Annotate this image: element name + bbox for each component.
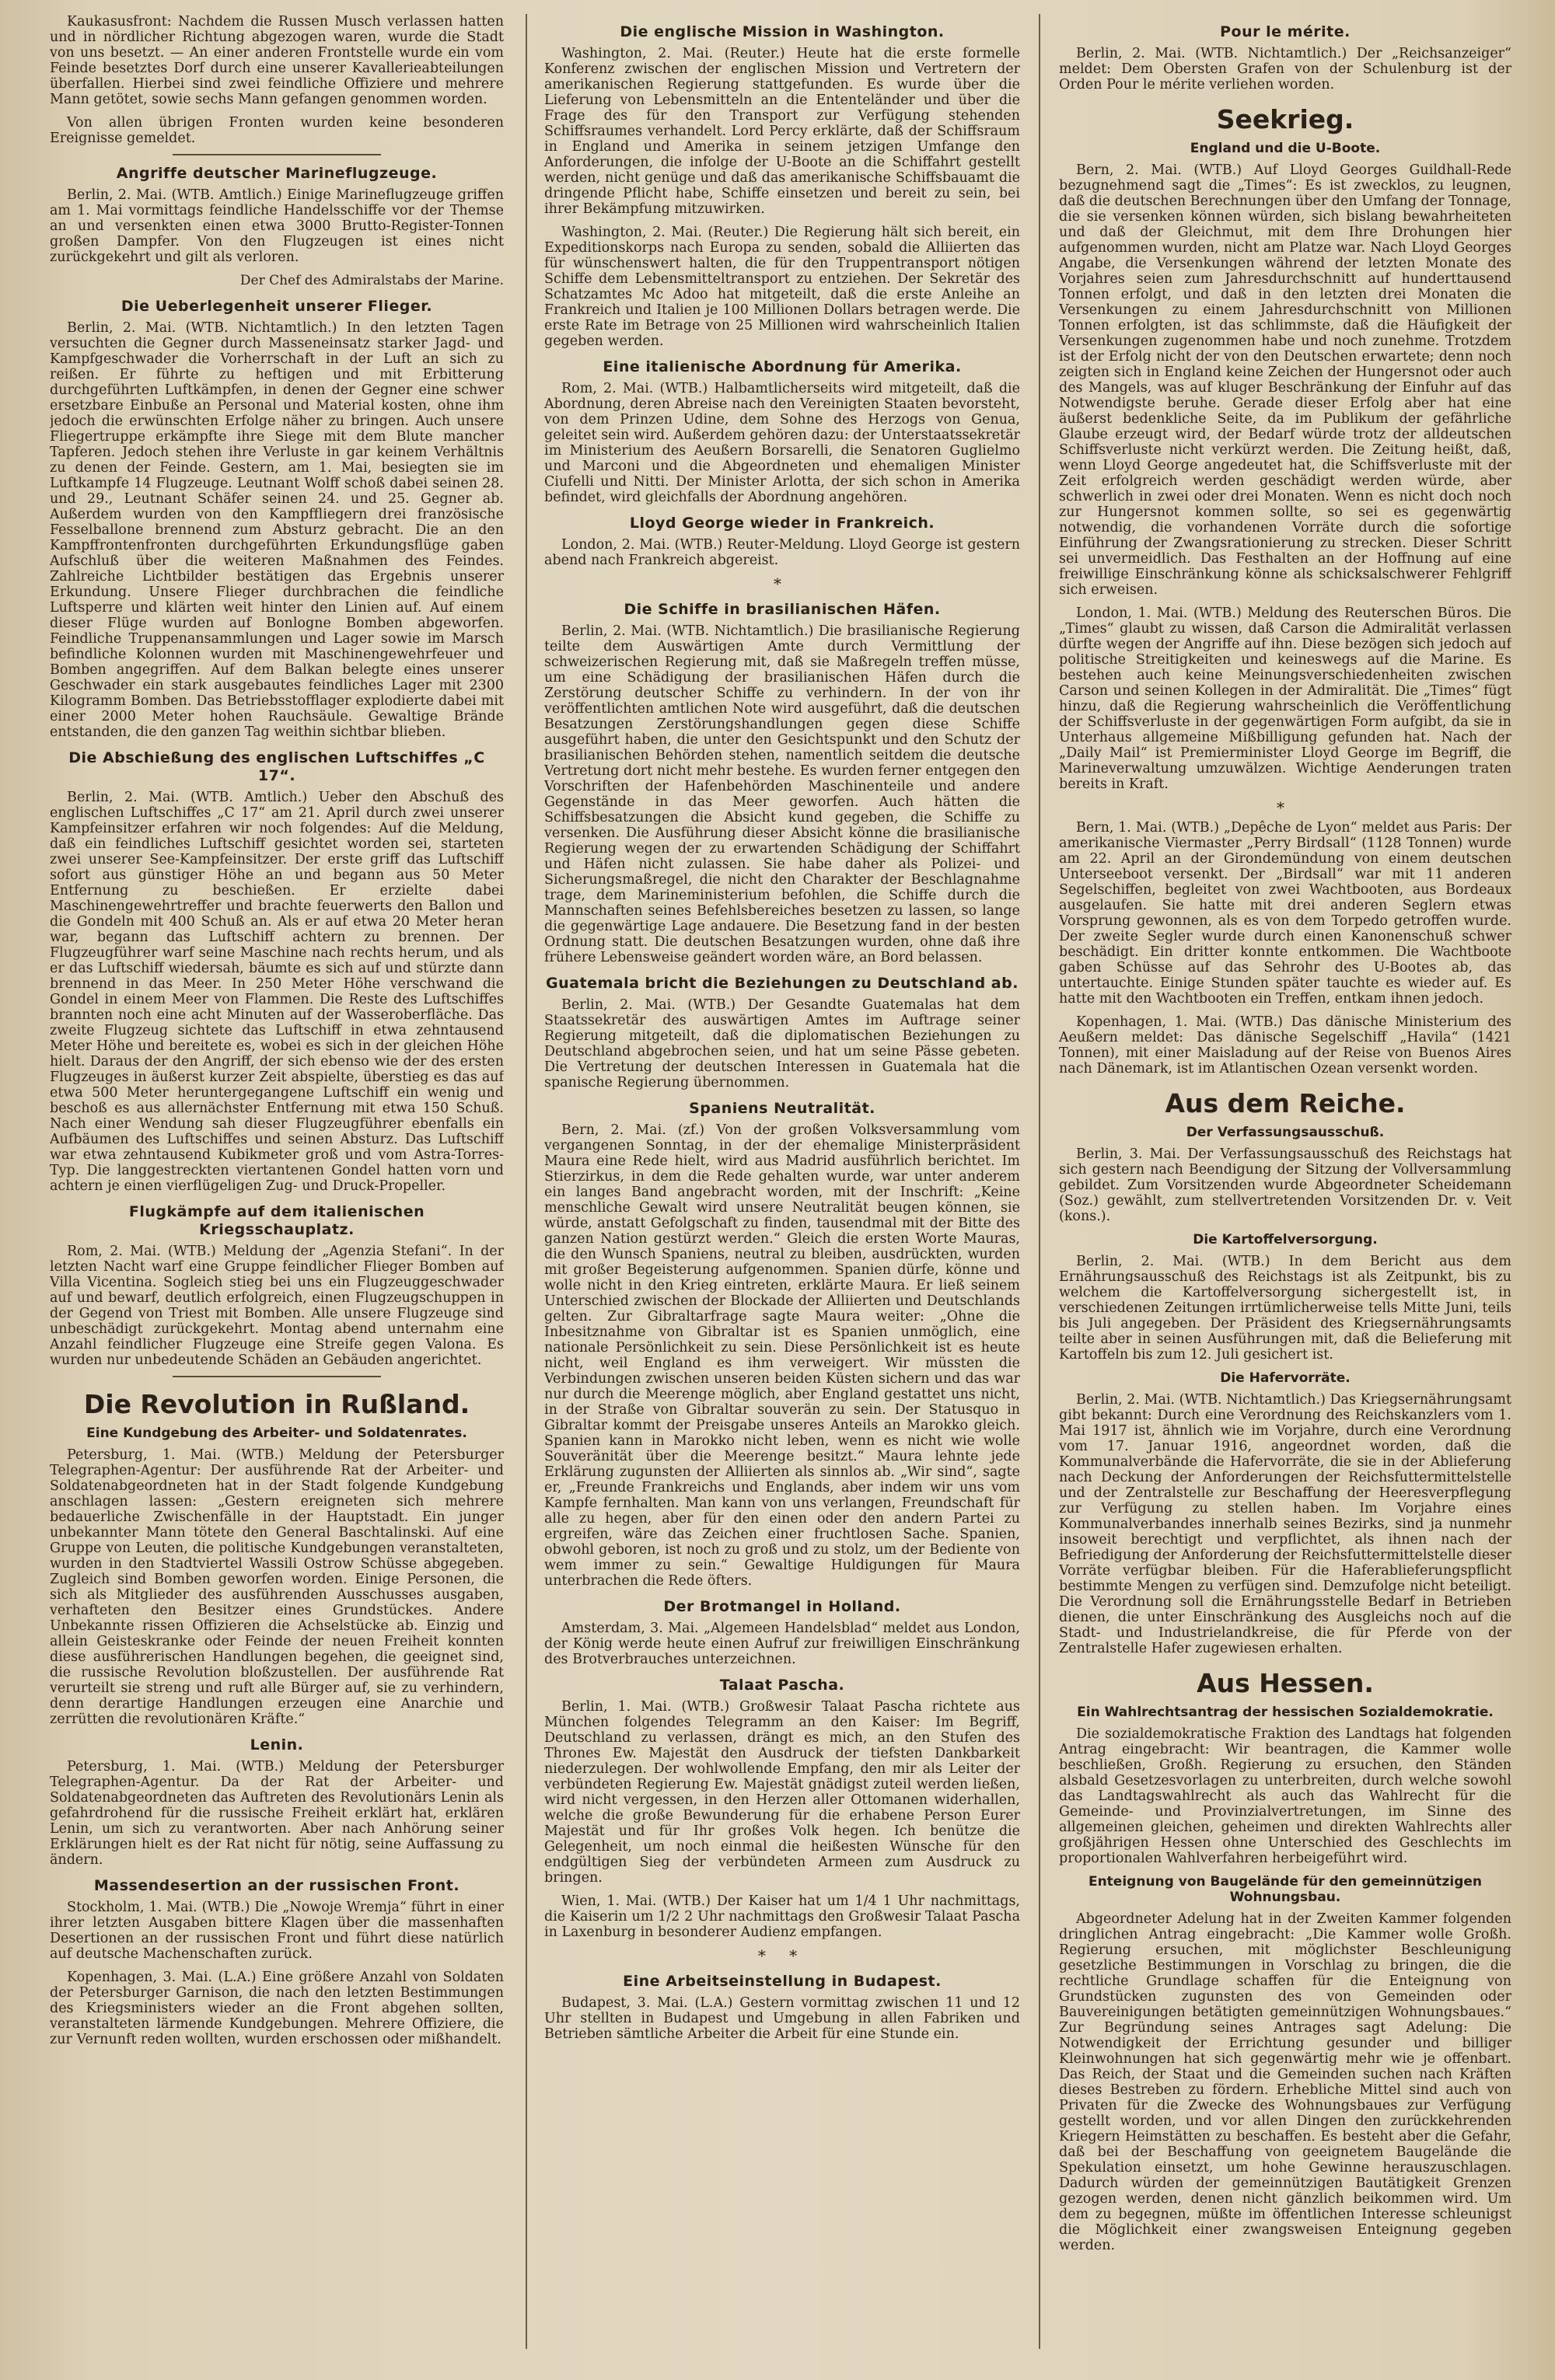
headline-c17: Die Abschießung des englischen Luftschiffes „C 17“. <box>68 749 485 784</box>
article-stockholm: Stockholm, 1. Mai. (WTB.) Die „Nowoje Wremja“ führt in einer ihrer letzten Ausgaben bittere Klagen über die massenhaften Desertionen an der russischen Front und führt diese natürlich auf deutsche Machenschaften zurück. <box>50 1900 504 1962</box>
section-seekrieg: Seekrieg. <box>1216 104 1354 134</box>
headline-ueberlegenheit: Die Ueberlegenheit unserer Flieger. <box>121 298 433 315</box>
article-uebrige-fronten: Von allen übrigen Fronten wurden keine besonderen Ereignisse gemeldet. <box>50 115 504 146</box>
article-lenin: Petersburg, 1. Mai. (WTB.) Meldung der Petersburger Telegraphen-Agentur. Da der Rat der Arbeiter- und Soldatenabgeordneten das Auftreten des Revolutionärs Lenin als gefahrdrohend für die russische Freiheit erklärt hat, erklären Lenin, um sich zu verantworten. Aber nach Anhörung seiner Erklärungen hielt es der Rat nicht für nötig, seine Auffassung zu ändern. <box>50 1759 504 1868</box>
article-budapest: Budapest, 3. Mai. (L.A.) Gestern vormittag zwischen 11 und 12 Uhr stellten in Budapest und Umgebung in allen Fabriken und Betrieben sämtliche Arbeiter die Arbeit für eine Stunde ein. <box>544 1995 1020 2042</box>
article-havila: Kopenhagen, 1. Mai. (WTB.) Das dänische Ministerium des Aeußern meldet: Das dänische Segelschiff „Havila“ (1421 Tonnen), mit einer Maisladung auf der Reise von Buenos Aires nach Dänemark, ist im Atlantischen Ozean versenkt worden. <box>1059 1014 1511 1077</box>
headline-verfassungsausschuss: Der Verfassungsausschuß. <box>1186 1125 1385 1140</box>
article-lloyd-george: London, 2. Mai. (WTB.) Reuter-Meldung. Lloyd George ist gestern abend nach Frankreich abgereist. <box>544 537 1020 568</box>
column-rule-left <box>526 14 527 2349</box>
section-revolution: Die Revolution in Rußland. <box>83 1389 470 1419</box>
headline-kundgebung: Eine Kundgebung des Arbeiter- und Soldatenrates. <box>86 1426 467 1441</box>
headline-washington: Die englische Mission in Washington. <box>620 23 945 40</box>
headline-brotmangel: Der Brotmangel in Holland. <box>663 1598 901 1615</box>
divider <box>173 154 382 155</box>
signature-admiralstab: Der Chef des Admiralstabs der Marine. <box>239 273 504 288</box>
headline-lloyd-george: Lloyd George wieder in Frankreich. <box>629 515 935 532</box>
headline-guatemala: Guatemala bricht die Beziehungen zu Deutschland ab. <box>546 975 1019 992</box>
article-verfassungsausschuss: Berlin, 3. Mai. Der Verfassungsausschuß des Reichstags hat sich gestern nach Beendigung der Sitzung der Vollversammlung gebildet. Zum Vorsitzenden wurde Abgeordneter Scheidemann (Soz.) gewählt, zum stellvertretenden Vorsitzenden Dr. v. Veit (kons.). <box>1059 1146 1511 1224</box>
headline-italien: Flugkämpfe auf dem italienischen Kriegsschauplatz. <box>128 1203 425 1238</box>
headline-england-uboote: England und die U-Boote. <box>1190 141 1381 156</box>
column-rule-right <box>1039 14 1040 2349</box>
section-aus-dem-reiche: Aus dem Reiche. <box>1165 1088 1406 1118</box>
headline-massendesertion: Massendesertion an der russischen Front. <box>93 1877 460 1894</box>
article-spanien: Bern, 2. Mai. (zf.) Von der großen Volksversammlung vom vergangenen Sonntag, in der der ehemalige Ministerpräsident Maura eine Rede hielt, wird aus Madrid ausführlich berichtet. Im Stierzirkus, in dem die Rede gehalten wurde, war unter anderem ein langes Band angebracht worden, mit der Inschrift: „Keine menschliche Gewalt wird unsere Neutralität beugen können, sie würde, anstatt Gefolgschaft zu finden, tausendmal mit der Bitte des ganzen Nation gestürzt werden.“ Gleich die ersten Worte Mauras, die den Wunsch Spaniens, neutral zu bleiben, ausdrückten, wurden mit großer Begeisterung aufgenommen. Spanien dürfe, könne und wolle nicht in den Krieg eintreten, erklärte Maura. Er ließ seinem Unterschied zwischen der Blockade der Alliierten und Deutschlands gelten. Zur Gibraltarfrage sagte Maura weiter: „Ohne die Inbesitznahme von Gibraltar ist es Spanien unmöglich, eine nationale Persönlichkeit zu sein. Diese Persönlichkeit ist es heute nicht, weil England es ihm verweigert. Wir müssten die Verbindungen zwischen unseren beiden Küsten sichern und das war nur durch die Meerenge möglich, aber England gestattet uns nicht, in der Straße von Gibraltar souverän zu sein. Der Statusquo in Gibraltar kommt der Preisgabe unseres Anteils an Marokko gleich. Spanien kann in Marokko nicht leben, wenn es nicht wie wolle Souveränität über die Meerenge besitzt.“ Maura lehnte jede Erklärung zugunsten der Alliierten als sinnlos ab. „Wir sind“, sagte er, „Freunde Frankreichs und Englands, aber indem wir uns vom Kampfe fernhalten. Man kann von uns verlangen, Freundschaft für alle zu hegen, aber für den einen oder den andern Partei zu ergreifen, wäre das Zeichen einer fruchtlosen Sache. Spanien, obwohl geboren, ist noch zu groß und zu stolz, um der Bediente von wem immer zu sein.“ Gewaltige Huldigungen für Maura unterbrachen die Rede öfters. <box>544 1122 1020 1589</box>
article-italien: Rom, 2. Mai. (WTB.) Meldung der „Agenzia Stefani“. In der letzten Nacht warf eine Gruppe feindlicher Flieger Bomben auf Villa Vicentina. Sogleich stieg bei uns ein Flugzeuggeschwader auf und bewarf, deutlich erfolgreich, einen Flugzeugschuppen in der Gegend von Triest mit Bomben. Alle unsere Flugzeuge sind unbeschädigt zurückgekehrt. Montag abend unternahm eine Anzahl feindlicher Flugzeuge eine Streife gegen Valona. Es wurden nur unbedeutende Schäden an Gebäuden angerichtet. <box>50 1244 504 1368</box>
article-bern-times: Bern, 2. Mai. (WTB.) Auf Lloyd Georges Guildhall-Rede bezugnehmend sagt die „Times“: Es ist zwecklos, zu leugnen, daß die deutschen Berechnungen über den Umfang der Tonnage, die sie versenken können würden, sich bislang bewahrheiteten und daß der Gleichmut, mit dem Ihre Drohungen hier aufgenommen wurden, nicht am Platze war. Nach Lloyd Georges Angabe, die Versenkungen während der letzten Monate des Vorjahres seien zum Jahresdurchschnitt auf hunderttausend Tonnen erfolgt, und daß in den letzten drei Monaten die Versenkungen zu einem Jahresdurchschnitt von Millionen Tonnen erfolgten, ist das schlimmste, daß die Häufigkeit der Versenkungen zugenommen habe und noch zunehme. Trotzdem ist der Erfolg nicht der von den Deutschen erwartete; denn noch zeigten sich in England keine Zeichen der Hungersnot oder auch des Mangels, was auf kluger Beschränkung der Einfuhr auf das Notwendigste beruhe. Gerade dieser Erfolg aber hat eine äußerst bedenkliche Seite, da im Publikum der gefährliche Glaube erzeugt wird, der Bedarf würde trotz der alldeutschen Schiffsverluste nicht verkürzt werden. Die Zeitung heißt, daß, wenn Lloyd George angedeutet hat, die Schiffsverluste mit der Zeit erfolgreich werden geschädigt werden würde, aber schwerlich in zwei oder drei Monaten. Wenn es nicht doch noch zur Hungersnot kommen sollte, so sei es gegenwärtig notwendig, die vorhandenen Vorräte durch die sofortige Einführung der Zwangsrationierung zu strecken. Dieser Schritt sei unvermeidlich. Das Festhalten an der Hoffnung auf eine freiwillige Einschränkung könne als schicksalschwerer Fehlgriff sich erweisen. <box>1059 162 1511 598</box>
article-wien: Wien, 1. Mai. (WTB.) Der Kaiser hat um 1/4 1 Uhr nachmittags, die Kaiserin um 1/2 2 Uhr nachmittags den Großwesir Talaat Pascha in Laxenburg in besonderer Audienz empfangen. <box>544 1893 1020 1940</box>
article-guatemala: Berlin, 2. Mai. (WTB.) Der Gesandte Guatemalas hat dem Staatssekretär des auswärtigen Amtes im Auftrage seiner Regierung mitgeteilt, daß die diplomatischen Beziehungen zu Deutschland abgebrochen seien, und hat um seine Pässe gebeten. Die Vertretung der deutschen Interessen in Guatemala hat die spanische Regierung übernommen. <box>544 997 1020 1091</box>
article-enteignung: Abgeordneter Adelung hat in der Zweiten Kammer folgenden dringlichen Antrag eingebracht: „Die Kammer wolle Großh. Regierung ersuchen, mit möglichster Beschleunigung gesetzliche Bestimmungen in Vorschlag zu bringen, die die rechtliche Grundlage schaffen für die Enteignung von Grundstücken zugunsten des von Gemeinden oder Bauvereinigungen betätigten gemeinnützigen Wohnungsbaues.“ Zur Begründung seines Antrages sagt Adelung: Die Notwendigkeit der Errichtung gesunder und billiger Kleinwohnungen hat sich gegenwärtig mehr wie je offenbart. Das Reich, der Staat und die Gemeinden suchen nach Kräften dieses Bestreben zu fördern. Erhebliche Mittel sind auch von Privaten für die Zwecke des Wohnungsbaues zur Verfügung gestellt worden, und vor allen Dingen den zurückkehrenden Kriegern Heimstätten zu beschaffen. Es besteht aber die Gefahr, daß bei der Beschaffung von geeignetem Baugelände die Spekulation einsetzt, um hohe Gewinne herauszuschlagen. Dadurch würden der gemeinnützigen Bautätigkeit Grenzen gezogen werden, denen nicht gänzlich beikommen wird. Um dem zu begegnen, müßte im öffentlichen Interesse schleunigst die Möglichkeit einer zwangsweisen Enteignung gegeben werden. <box>1059 1911 1511 2253</box>
article-talaat: Berlin, 1. Mai. (WTB.) Großwesir Talaat Pascha richtete aus München folgendes Telegramm an den Kaiser: Im Begriff, Deutschland zu verlassen, drängt es mich, an den Stufen des Thrones Ew. Majestät den Ausdruck der tiefsten Dankbarkeit niederzulegen. Der wohlwollende Empfang, den mir als Leiter der verbündeten Regierung Ew. Majestät gnädigst zuteil werden ließen, wird nicht vergessen, in den Herzen aller Ottomanen widerhallen, welche die große Bewunderung für die erhabene Person Eurer Majestät und für Ihr großes Volk hegen. Ich benütze die Gelegenheit, um noch einmal die heißesten Wünsche für den endgültigen Sieg der verbündeten Armeen zum Ausdruck zu bringen. <box>544 1699 1020 1886</box>
article-ueberlegenheit: Berlin, 2. Mai. (WTB. Nichtamtlich.) In den letzten Tagen versuchten die Gegner durch Masseneinsatz starker Jagd- und Kampfgeschwader die Vorherrschaft in der Luft an sich zu reißen. Er führte zu heftigen und mit Erbitterung durchgeführten Luftkämpfen, in denen der Gegner eine schwer ersetzbare Einbuße an Personal und Material kosten, ohne ihm jedoch die erwünschten Erfolge näher zu bringen. Auch unsere Fliegertruppe erkämpfte ihre Siege mit dem Blute mancher Tapferen. Jedoch stehen ihre Verluste in gar keinem Verhältnis zu denen der Feinde. Gestern, am 1. Mai, besiegten sie im Luftkampfe 14 Flugzeuge. Leutnant Wolff schoß dabei seinen 28. und 29., Leutnant Schäfer seinen 24. und 25. Gegner ab. Außerdem wurden von den Kampffliegern drei französische Fesselballone brennend zum Absturz gebracht. Die an den Kampffrontenfronten durchgeführten Erkundungsflüge gaben Aufschluß über die weiteren Maßnahmen des Feindes. Zahlreiche Lichtbilder bestätigen das Ergebnis unserer Erkundung. Unsere Flieger durchbrachen die feindliche Luftsperre und klärten weit hinter den Linien auf. Auf einem dieser Flüge wurden auf Bonlogne Bomben abgeworfen. Feindliche Truppenansammlungen und Lager sowie im Marsch befindliche Kolonnen wurden mit Maschinengewehrfeuer und Bomben angegriffen. Auf dem Balkan belegte eines unserer Geschwader ein stark ausgebautes feindliches Lager mit 2300 Kilogramm Bomben. Das Betriebsstofflager explodierte dabei mit einer 2000 Meter hohen Rauchsäule. Gewaltige Brände entstanden, die den ganzen Tag weithin sichtbar blieben. <box>50 320 504 740</box>
article-kaukasus: Kaukasusfront: Nachdem die Russen Musch verlassen hatten und in nördlicher Richtung abgezogen waren, wurde die Stadt von uns besetzt. — An einer anderen Frontstelle wurde ein vom Feinde besetztes Dorf durch eine unserer Kavallerieabteilungen überfallen. Hierbei sind zwei feindliche Offiziere und mehrere Mann getötet, sowie sechs Mann gefangen genommen worden. <box>50 14 504 107</box>
headline-talaat: Talaat Pascha. <box>719 1677 845 1694</box>
headline-lenin: Lenin. <box>250 1736 304 1754</box>
headline-budapest: Eine Arbeitseinstellung in Budapest. <box>623 1973 942 1990</box>
article-washington-1: Washington, 2. Mai. (Reuter.) Heute hat die erste formelle Konferenz zwischen der englischen Mission und Vertretern der amerikanischen Regierung stattgefunden. Es wurde über die Lieferung von Lebensmitteln an die Ententeländer und über die Frage des für den Transport zur Verfügung stehenden Schiffsraumes verhandelt. Lord Percy erklärte, daß der Schiffsraum in England und Amerika in seinem jetzigen Umfange den Anforderungen, die infolge der U-Boote an die Schiffahrt gestellt werden, nicht genüge und daß das amerikanische Schiffsbauamt die dringende Pflicht habe, Schiffe einsetzen und bereit zu sein, bei ihrer Bekämpfung mitzuwirken. <box>544 46 1020 217</box>
headline-italienische-abordnung: Eine italienische Abordnung für Amerika. <box>603 358 962 375</box>
column-middle <box>544 14 1020 2357</box>
article-pour-le-merite: Berlin, 2. Mai. (WTB. Nichtamtlich.) Der „Reichsanzeiger“ meldet: Dem Obersten Grafen von der Schulenburg ist der Orden Pour le mérite verliehen worden. <box>1059 46 1511 92</box>
divider <box>173 1376 382 1377</box>
article-brasilianische-haefen: Berlin, 2. Mai. (WTB. Nichtamtlich.) Die brasilianische Regierung teilte dem Auswärtigen Amte durch Vermittlung der schweizerischen Regierung mit, daß sie Maßregeln treffen müsse, um eine Schädigung der brasilianischen Häfen durch die Zerstörung deutscher Schiffe zu verhindern. In der von ihr veröffentlichten amtlichen Note wird ausgeführt, daß die deutschen Besatzungen Zerstörungshandlungen gegen diese Schiffe ausgeführt haben, die unter den Gesichtspunkt und den Schutz der brasilianischen Behörden stehen, namentlich seitdem die deutsche Vertretung dort nicht mehr bestehe. Es wurden ferner entgegen den Vorschriften der Hafenbehörden Maschinenteile und andere Gegenstände in das Meer geworfen. Auch hätten die Schiffsbesatzungen die Absicht kund gegeben, die Schiffe zu versenken. Die Ausführung dieser Absicht könne die brasilianische Regierung wegen der zu erwartenden Schädigung der Schiffahrt und Häfen nicht zulassen. Sie habe daher als Polizei- und Sicherungsmaßregel, die nicht den Charakter der Beschlagnahme trage, dem Marineministerium befohlen, die Schiffe durch die Mannschaften seines Befehlsbereiches besetzen zu lassen, so lange die gegenwärtige Lage andauere. Die Besetzung fand in der besten Ordnung statt. Die deutschen Besatzungen wurden, ohne daß ihre frühere Lebensweise geändert worden wäre, an Bord belassen. <box>544 623 1020 965</box>
headline-kartoffelversorgung: Die Kartoffelversorgung. <box>1193 1232 1378 1248</box>
article-hafervorraete: Berlin, 2. Mai. (WTB. Nichtamtlich.) Das Kriegsernährungsamt gibt bekannt: Durch eine Verordnung des Reichskanzlers vom 1. Mai 1917 ist, ähnlich wie im Vorjahre, durch eine Verordnung vom 17. Januar 1916, angeordnet worden, daß die Kommunalverbände die Hafervorräte, die sie in der Ablieferung nach Deckung der Anforderungen der Reichsfuttermittelstelle und der Zentralstelle zur Beschaffung der Heeresverpflegung zur Verfügung zu stellen haben. Im Vorjahre eines Kommunalverbandes innerhalb seines Bezirks, sind ja nunmehr insoweit berechtigt und verpflichtet, als ihnen nach der Befriedigung der Anforderung der Reichsfuttermittelstelle dieser Vorräte verfügbar bleiben. Für die Haferablieferungspflicht bestimmte Mengen zu verfügen sind. Demzufolge nicht beteiligt. Die Verordnung soll die Ernährungsstelle Bedarf in Betrieben dienen, die unter Einschränkung des Ausgleichs noch auf die Stadt- und Industrielandkreise, die für Pferde von der Zentralstelle Hafer zugewiesen erhalten. <box>1059 1392 1511 1656</box>
article-marineflugzeuge: Berlin, 2. Mai. (WTB. Amtlich.) Einige Marineflugzeuge griffen am 1. Mai vormittags feindliche Handelsschiffe vor der Themse an und versenkten einen etwa 3000 Brutto-Register-Tonnen großen Dampfer. Von den Flugzeugen ist eines nicht zurückgekehrt und gilt als verloren. <box>50 187 504 265</box>
headline-enteignung: Enteignung von Baugelände für den gemeinnützigen Wohnungsbau. <box>1088 1874 1483 1905</box>
article-washington-2: Washington, 2. Mai. (Reuter.) Die Regierung hält sich bereit, ein Expeditionskorps nach Europa zu senden, sobald die Alliierten das für wünschenswert halten, die für den Truppentransport nötigen Schiffe dem Lebensmitteltransport zu entziehen. Der Sekretär des Schatzamtes Mc Adoo hat mitgeteilt, daß die erste Anleihe an Frankreich und Italien je 100 Millionen Dollars betragen werde. Die erste Rate im Betrage von 25 Millionen wird wahrscheinlich Italien gegeben werden. <box>544 225 1020 349</box>
separator-stars: * * <box>757 1946 807 1965</box>
column-left <box>50 14 504 2357</box>
article-perry-birdsall: Bern, 1. Mai. (WTB.) „Depêche de Lyon“ meldet aus Paris: Der amerikanische Viermaster „Perry Birdsall“ (1128 Tonnen) wurde am 22. April an der Girondemündung von einem deutschen Unterseeboot versenkt. Der „Birdsall“ war mit 11 anderen Segelschiffen, begleitet von zwei Wachtbooten, aus Bordeaux ausgelaufen. Sie hatte mit drei anderen Seglern etwas Vorsprung gewonnen, als es von dem Torpedo getroffen wurde. Der zweite Segler wurde durch einen Kanonenschuß schwer beschädigt. Ein dritter konnte entkommen. Die Wachtboote gaben Schüsse auf das Sehrohr des U-Bootes ab, das untertauchte. Einige Stunden später tauchte es wieder auf. Es hatte mit den Wachtbooten ein Treffen, entkam ihnen jedoch. <box>1059 820 1511 1007</box>
headline-pour-le-merite: Pour le mérite. <box>1220 23 1351 40</box>
headline-spanien: Spaniens Neutralität. <box>689 1100 875 1117</box>
headline-brasilianische-haefen: Die Schiffe in brasilianischen Häfen. <box>624 601 941 618</box>
article-wahlrechtsantrag: Die sozialdemokratische Fraktion des Landtags hat folgenden Antrag eingebracht: Wir beantragen, die Kammer wolle beschließen, Großh. Regierung zu ersuchen, den Ständen alsbald Gesetzesvorlagen zu unterbreiten, durch welche sowohl das Landtagswahlrecht als auch das Wahlrecht für die Gemeinde- und Provinzialvertretungen, im Sinne des allgemeinen gleichen, geheimen und direkten Wahlrechts aller großjährigen Hessen ohne Unterschied des Geschlechts im proportionalen Wahlverfahren herbeigeführt wird. <box>1059 1726 1511 1866</box>
separator-star: * <box>1277 798 1294 817</box>
article-kundgebung: Petersburg, 1. Mai. (WTB.) Meldung der Petersburger Telegraphen-Agentur: Der ausführende Rat der Arbeiter- und Soldatenabgeordneten hat in der Stadt folgende Kundgebung anschlagen lassen: „Gestern ereigneten sich mehrere bedauerliche Zwischenfälle in der Hauptstadt. Ein junger unbekannter Mann tötete den General Baschtalinski. Auf eine Gruppe von Leuten, die politische Kundgebungen veranstalteten, wurden in den Stadtviertel Wassili Ostrow Schüsse abgegeben. Zugleich sind Bomben geworfen worden. Einige Personen, die sich als Mitglieder des ausführenden Ausschusses ausgaben, verhafteten den Besitzer eines Grundstückes. Andere Unbekannte rissen Offizieren die Achselstücke ab. Einzig und allein Geisteskranke oder Feinde der neuen Freiheit konnten diese ausführerischen Handlungen begehen, die geeignet sind, die russische Revolution bloßzustellen. Der ausführende Rat verurteilt sie streng und ruft alle Bürger auf, sie zu verhindern, denn derartige Handlungen erzeugen eine Anarchie und zerrütten die revolutionären Kräfte.“ <box>50 1447 504 1727</box>
article-london-carson: London, 1. Mai. (WTB.) Meldung des Reuterschen Büros. Die „Times“ glaubt zu wissen, daß Carson die Admiralität verlassen dürfte wegen der Angriffe auf ihn. Diese bezögen sich jedoch auf politische Streitigkeiten und keineswegs auf die Marine. Es bestehen auch keine Meinungsverschiedenheiten zwischen Carson und seinen Kollegen in der Admiralität. Die „Times“ fügt hinzu, daß die Regierung wahrscheinlich die Veröffentlichung der Schiffsverluste in der gegenwärtigen Form aufgibt, da sie in Unterhaus allgemeine Mißbilligung gefunden hat. Nach der „Daily Mail“ ist Premierminister Lloyd George im Begriff, die Marineverwaltung umzuwälzen. Wichtige Aenderungen traten bereits in Kraft. <box>1059 605 1511 792</box>
column-right <box>1059 14 1511 2357</box>
article-kartoffelversorgung: Berlin, 2. Mai. (WTB.) In dem Bericht aus dem Ernährungsausschuß des Reichstags ist als Zeitpunkt, bis zu welchem die Kartoffelversorgung sichergestellt ist, in verschiedenen Zeitungen irrtümlicherweise tells Mitte Juni, teils bis Juli angegeben. Der Präsident des Kriegsernährungsamts teilte aber in seinen Ausführungen mit, daß die Belieferung mit Kartoffeln bis zum 12. Juli gesichert ist. <box>1059 1254 1511 1363</box>
article-kopenhagen-garnison: Kopenhagen, 3. Mai. (L.A.) Eine größere Anzahl von Soldaten der Petersburger Garnison, die nach den letzten Bestimmungen des Kriegsministers wieder an die Front abgehen sollten, veranstalteten lärmende Kundgebungen. Mehrere Offiziere, die zur Vernunft reden wollten, wurden erschossen oder mißhandelt. <box>50 1970 504 2047</box>
section-aus-hessen: Aus Hessen. <box>1197 1668 1374 1698</box>
headline-hafervorraete: Die Hafervorräte. <box>1220 1370 1351 1386</box>
separator-star: * <box>774 574 791 593</box>
article-c17: Berlin, 2. Mai. (WTB. Amtlich.) Ueber den Abschuß des englischen Luftschiffes „C 17“ am 21. April durch zwei unserer Kampfeinsitzer erfahren wir noch folgendes: Auf die Meldung, daß ein feindliches Luftschiff gesichtet worden sei, starteten zwei unserer See-Kampfeinsitzer. Der erste griff das Luftschiff sofort aus günstiger Höhe an und begann aus 50 Meter Entfernung zu beschießen. Er erzielte dabei Maschinengewehrtreffer und brachte feuerwerts den Ballon und die Gondeln mit 400 Schuß an. Als er auf etwa 20 Meter heran war, begann das Luftschiff achtern zu brennen. Der Flugzeugführer warf seine Maschine nach rechts herum, und als er das Luftschiff wiedersah, bäumte es sich auf und stürzte dann brennend in das Meer. In 250 Meter Höhe verschwand die Gondel in einem Meer von Flammen. Die Reste des Luftschiffes brannten noch eine acht Minuten auf der Wasseroberfläche. Das zweite Flugzeug sichtete das Luftschiff in etwa zehntausend Meter Höhe und bereitete es, wobei es sich in der gleichen Höhe hielt. Daraus der den Angriff, der sich ebenso wie der des ersten Flugzeuges in äußerst kurzer Zeit abspielte, überstieg es das auf etwa 500 Meter heruntergegangene Luftschiff ein wenig und beschoß es aus allernächster Entfernung mit etwa 150 Schuß. Nach einer Wendung sah dieser Flugzeugführer ebenfalls ein Aufbäumen des Luftschiffes und seinen Absturz. Das Luftschiff war etwa zehntausend Kubikmeter groß und vom Astra-Torres-Typ. Die langgestreckten viertantenen Gondel hatten vorn und achtern je einen vierflügeligen Zug- und Druck-Propeller. <box>50 790 504 1194</box>
headline-marineflugzeuge: Angriffe deutscher Marineflugzeuge. <box>116 165 438 182</box>
headline-wahlrechtsantrag: Ein Wahlrechtsantrag der hessischen Sozialdemokratie. <box>1077 1705 1494 1720</box>
article-italienische-abordnung: Rom, 2. Mai. (WTB.) Halbamtlicherseits wird mitgeteilt, daß die Abordnung, deren Abreise nach den Vereinigten Staaten bevorsteht, von dem Prinzen Udine, dem Sohne des Herzogs von Genua, geleitet sein wird. Außerdem gehören dazu: der Unterstaatssekretär im Ministerium des Aeußern Borsarelli, die Senatoren Guglielmo und Marconi und die Abgeordneten und ehemaligen Minister Ciufelli und Nitti. Der Minister Arlotta, der sich schon in Amerika befindet, wird gleichfalls der Abordnung angehören. <box>544 381 1020 505</box>
article-brotmangel: Amsterdam, 3. Mai. „Algemeen Handelsblad“ meldet aus London, der König werde heute einen Aufruf zur freiwilligen Einschränkung des Brotverbrauches unterzeichnen. <box>544 1621 1020 1667</box>
